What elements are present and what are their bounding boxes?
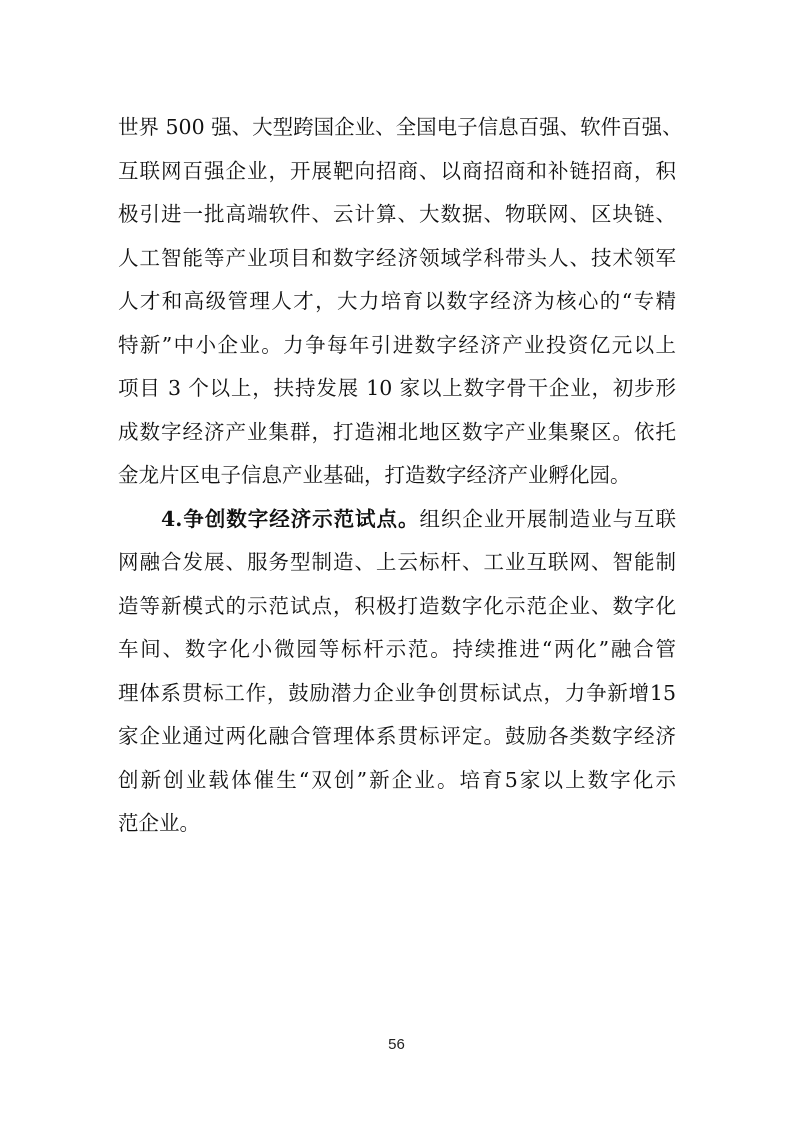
text-line: 创新创业载体催生“双创”新企业。培育5家以上数字化示 bbox=[118, 767, 676, 792]
text-line: 世界 500 强、大型跨国企业、全国电子信息百强、软件百强、 bbox=[118, 115, 683, 139]
text-line: 极引进一批高端软件、云计算、大数据、物联网、区块链、 bbox=[118, 202, 676, 226]
text-line: 网融合发展、服务型制造、上云标杆、工业互联网、智能制 bbox=[118, 550, 676, 574]
page-number: 56 bbox=[388, 1036, 405, 1053]
section-first-line bbox=[118, 498, 676, 542]
text-line: 车间、数字化小微园等标杆示范。持续推进“两化”融合管 bbox=[118, 637, 676, 661]
text-line: 范企业。 bbox=[118, 811, 200, 835]
text-line: 人工智能等产业项目和数字经济领域学科带头人、技术领军 bbox=[118, 245, 676, 270]
text-line: 人才和高级管理人才，大力培育以数字经济为核心的“专精 bbox=[118, 289, 676, 313]
text-line: 项目 3 个以上，扶持发展 10 家以上数字骨干企业，初步形 bbox=[118, 376, 676, 400]
text-line: 造等新模式的示范试点，积极打造数字化示范企业、数字化 bbox=[118, 593, 676, 618]
section-heading: 4.争创数字经济示范试点。 bbox=[161, 506, 420, 531]
text-line: 特新”中小企业。力争每年引进数字经济产业投资亿元以上 bbox=[118, 332, 676, 357]
text-line: 理体系贯标工作，鼓励潜力企业争创贯标试点，力争新增15 bbox=[118, 680, 676, 705]
text-line: 金龙片区电子信息产业基础，打造数字经济产业孵化园。 bbox=[118, 463, 631, 487]
text-run: 组织企业开展制造业与互联 bbox=[419, 506, 677, 531]
text-line: 成数字经济产业集群，打造湘北地区数字产业集聚区。依托 bbox=[118, 419, 676, 444]
text-line: 互联网百强企业，开展靶向招商、以商招商和补链招商，积 bbox=[118, 158, 676, 183]
body-text bbox=[118, 106, 683, 846]
text-line: 家企业通过两化融合管理体系贯标评定。鼓励各类数字经济 bbox=[118, 724, 676, 748]
